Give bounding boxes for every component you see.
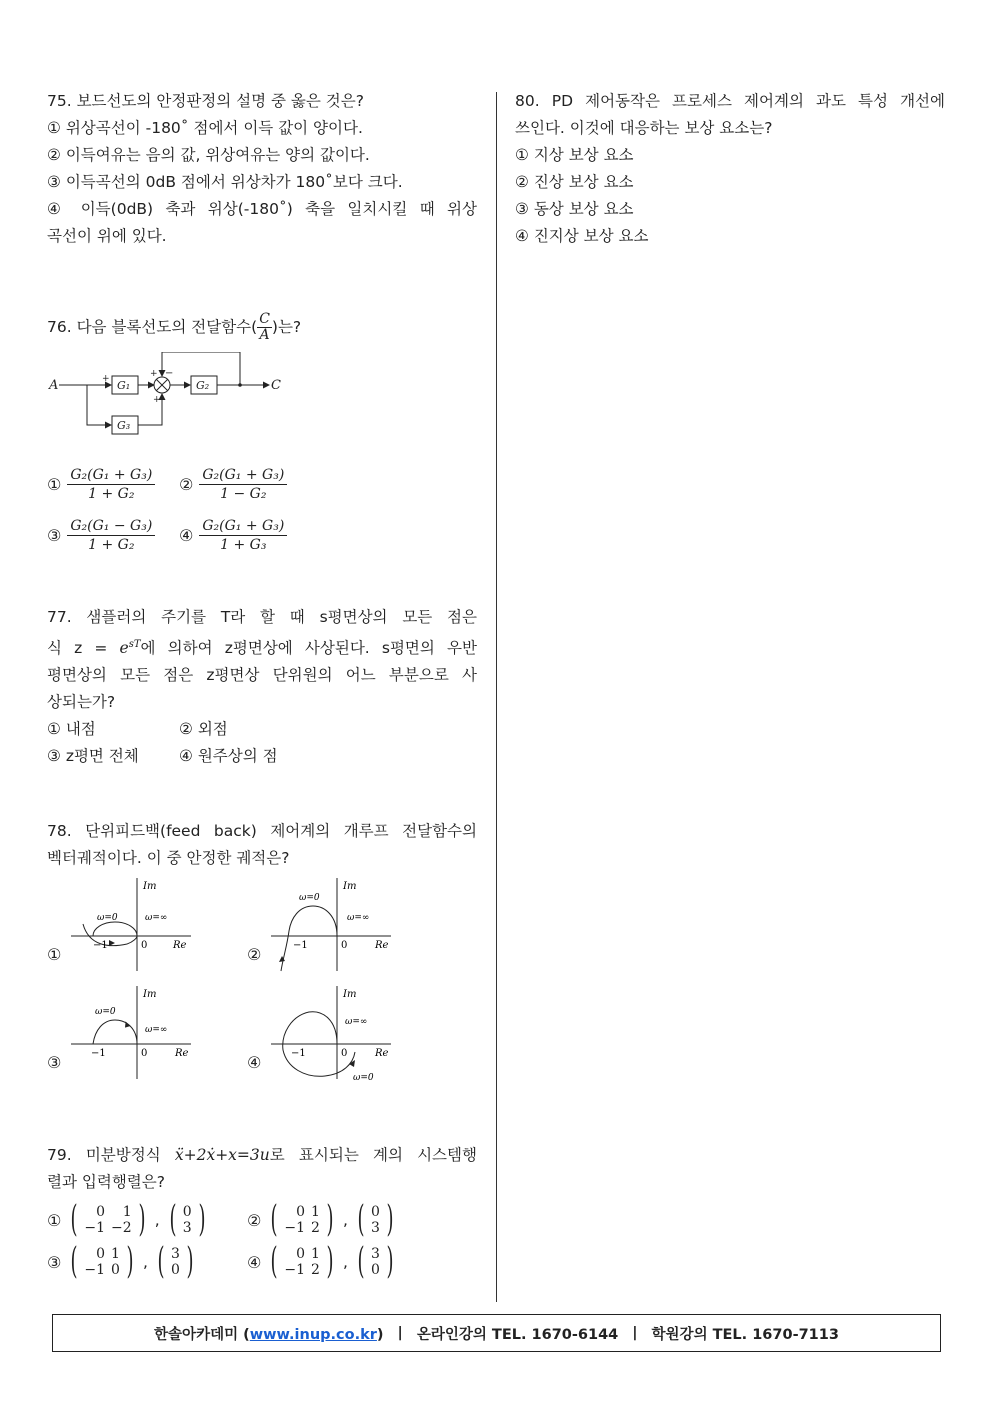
plot2-re-label: Re bbox=[375, 940, 389, 951]
nyquist-plot-3 bbox=[69, 984, 199, 1084]
q77-line-2: 식 $z = e^{sT}$에 의하여 z평면상에 사상된다. s평면의 우반 bbox=[47, 639, 477, 658]
q80-option-3: ③ 동상 보상 요소 bbox=[515, 200, 634, 218]
footer-online-tel: 온라인강의 TEL. 1670-6144 bbox=[416, 1326, 619, 1343]
q76-option-3-denom: 1 + G₂ bbox=[88, 536, 135, 553]
footer-website-link[interactable]: www.inup.co.kr bbox=[249, 1326, 377, 1343]
q79-option-2-matrix-b: ( 0 3 ) bbox=[357, 1199, 394, 1240]
q76-title bbox=[47, 310, 477, 344]
plot4-im-label: Im bbox=[343, 989, 357, 1000]
q79-option-1-matrix-b: ( 0 3 ) bbox=[169, 1199, 206, 1240]
sign-plus-a: + bbox=[102, 374, 110, 384]
q76-option-2-fraction bbox=[199, 466, 287, 503]
plot1-winf: ω=∞ bbox=[145, 913, 168, 923]
q76-option-2-numer: G₂(G₁ + G₃) bbox=[199, 466, 287, 485]
question-80 bbox=[515, 88, 945, 250]
q80-option-4: ④ 진지상 보상 요소 bbox=[515, 227, 649, 245]
q80-line-2: 쓰인다. 이것에 대응하는 보상 요소는? bbox=[515, 119, 773, 137]
q79-option-2-matrix-a: ( 0 1 −1 2 ) bbox=[270, 1199, 334, 1240]
g2-label: G₂ bbox=[196, 379, 210, 392]
q79-option-3-num: ③ bbox=[47, 1252, 62, 1272]
q79-option-4: ④ ( 0 1 −1 2 ) , ( 3 0 ) bbox=[247, 1244, 397, 1280]
plot3-winf: ω=∞ bbox=[145, 1025, 168, 1035]
q79-line-1-pre: 79. 미분방정식 bbox=[47, 1146, 175, 1164]
q76-option-2 bbox=[179, 466, 287, 503]
q76-title-fraction bbox=[257, 312, 272, 343]
plot3-w0: ω=0 bbox=[95, 1007, 116, 1017]
q76-option-4-numer: G₂(G₁ + G₃) bbox=[199, 517, 287, 536]
q79-option-4-num: ④ bbox=[247, 1252, 262, 1272]
q76-options-row-2 bbox=[47, 514, 287, 556]
q76-option-1 bbox=[47, 466, 179, 503]
q76-title-post: )는? bbox=[271, 317, 302, 336]
q79-option-3-matrix-b: ( 3 0 ) bbox=[157, 1241, 194, 1282]
footer-separator-1: | bbox=[397, 1325, 403, 1341]
plot3-minus-one: −1 bbox=[91, 1048, 106, 1059]
plot4-minus-one: −1 bbox=[291, 1048, 306, 1059]
diagram-output-label: C bbox=[271, 378, 281, 393]
plot4-winf: ω=∞ bbox=[345, 1017, 368, 1027]
question-76 bbox=[47, 310, 477, 553]
q77-options-row-2 bbox=[47, 743, 477, 770]
q76-options-row-1 bbox=[47, 463, 287, 505]
q76-option-1-denom: 1 + G₂ bbox=[88, 485, 135, 502]
q76-option-1-fraction bbox=[67, 466, 155, 503]
plot4-re-label: Re bbox=[375, 1048, 389, 1059]
q76-option-4-fraction bbox=[199, 517, 287, 554]
q79-option-1-num: ① bbox=[47, 1210, 62, 1230]
q79-line-1 bbox=[47, 1142, 477, 1169]
q79-option-2-num: ② bbox=[247, 1210, 262, 1230]
q76-option-2-denom: 1 − G₂ bbox=[220, 485, 267, 502]
q79-line-1-post: 로 표시되는 계의 시스템행 bbox=[269, 1146, 477, 1164]
plot2-winf: ω=∞ bbox=[347, 913, 370, 923]
wire-a-g3 bbox=[87, 385, 111, 425]
footer-bar bbox=[52, 1314, 941, 1352]
g1-label: G₁ bbox=[117, 379, 131, 392]
plot4-w0: ω=0 bbox=[353, 1073, 374, 1083]
plot1-zero: 0 bbox=[141, 940, 148, 951]
plot3-zero: 0 bbox=[141, 1048, 148, 1059]
q78-option-1-num: ① bbox=[47, 945, 62, 964]
footer-offline-tel: 학원강의 TEL. 1670-7113 bbox=[651, 1326, 839, 1343]
block-diagram bbox=[47, 352, 287, 452]
q75-option-3: ③ 이득곡선의 0dB 점에서 위상차가 180˚보다 크다. bbox=[47, 173, 403, 191]
q78-option-3-num: ③ bbox=[47, 1053, 62, 1072]
sign-minus-feedback: − bbox=[165, 368, 174, 379]
q77-line-1: 77. 샘플러의 주기를 T라 할 때 s평면상의 모든 점은 bbox=[47, 608, 477, 626]
question-75 bbox=[47, 88, 477, 250]
q80-option-1: ① 지상 보상 요소 bbox=[515, 146, 634, 164]
q76-option-3-numer: G₂(G₁ − G₃) bbox=[67, 517, 155, 536]
q75-title: 75. 보드선도의 안정판정의 설명 중 옳은 것은? bbox=[47, 92, 364, 110]
question-79 bbox=[47, 1142, 477, 1282]
plot4-zero: 0 bbox=[341, 1048, 348, 1059]
q76-option-4-num: ④ bbox=[179, 525, 194, 545]
nyquist-plot-1 bbox=[69, 876, 199, 976]
nyquist-plot-4 bbox=[269, 984, 399, 1084]
q79-option-4-matrix-b: ( 3 0 ) bbox=[357, 1241, 394, 1282]
plot1-im-label: Im bbox=[143, 881, 157, 892]
plot2-zero: 0 bbox=[341, 940, 348, 951]
q77-option-4: ④ 원주상의 점 bbox=[179, 747, 278, 766]
plot3-re-label: Re bbox=[175, 1048, 189, 1059]
q79-option-3-matrix-a: ( 0 1 −1 0 ) bbox=[70, 1241, 134, 1282]
q76-option-4 bbox=[179, 517, 287, 554]
q76-option-3-fraction bbox=[67, 517, 155, 554]
q76-frac-num: C bbox=[259, 310, 270, 327]
g3-label: G₃ bbox=[117, 419, 131, 432]
plot1-minus-one: −1 bbox=[93, 940, 108, 951]
q78-option-4-num: ④ bbox=[247, 1053, 262, 1072]
q80-line-1: 80. PD 제어동작은 프로세스 제어계의 과도 특성 개선에 bbox=[515, 92, 945, 110]
q79-option-1-matrix-a: ( 0 1 −1 −2 ) bbox=[70, 1199, 146, 1240]
q75-option-1: ① 위상곡선이 -180˚ 점에서 이득 값이 양이다. bbox=[47, 119, 363, 137]
q77-options-row-1 bbox=[47, 716, 477, 743]
q79-option-2: ② ( 0 1 −1 2 ) , ( 0 3 ) bbox=[247, 1202, 397, 1238]
q76-option-1-num: ① bbox=[47, 474, 62, 494]
sign-plus-g1: + bbox=[150, 369, 158, 379]
q76-title-pre: 76. 다음 블록선도의 전달함수( bbox=[47, 317, 258, 336]
q76-option-1-numer: G₂(G₁ + G₃) bbox=[67, 466, 155, 485]
diagram-input-label: A bbox=[49, 378, 59, 393]
plot1-re-label: Re bbox=[173, 940, 187, 951]
plot1-w0: ω=0 bbox=[97, 913, 118, 923]
q76-option-2-num: ② bbox=[179, 474, 194, 494]
column-divider bbox=[496, 92, 497, 1302]
q78-line-2: 벡터궤적이다. 이 중 안정한 궤적은? bbox=[47, 849, 290, 867]
q77-option-3: ③ z평면 전체 bbox=[47, 747, 139, 766]
q79-option-4-matrix-a: ( 0 1 −1 2 ) bbox=[270, 1241, 334, 1282]
q78-option-2-num: ② bbox=[247, 945, 262, 964]
plot3-im-label: Im bbox=[143, 989, 157, 1000]
footer-academy: 한솔아카데미 (www.inup.co.kr) bbox=[154, 1326, 384, 1343]
q76-option-4-denom: 1 + G₃ bbox=[220, 536, 267, 553]
q76-option-3-num: ③ bbox=[47, 525, 62, 545]
q75-option-2: ② 이득여유는 음의 값, 위상여유는 양의 값이다. bbox=[47, 146, 370, 164]
q79-option-1: ① ( 0 1 −1 −2 ) , ( 0 3 ) bbox=[47, 1202, 209, 1238]
q76-option-3 bbox=[47, 517, 179, 554]
q75-option-4-cont: 곡선이 위에 있다. bbox=[47, 227, 167, 245]
sign-plus-g3: + bbox=[153, 395, 161, 405]
q77-line-4: 상되는가? bbox=[47, 693, 116, 712]
q80-option-2: ② 진상 보상 요소 bbox=[515, 173, 634, 191]
q79-option-3: ③ ( 0 1 −1 0 ) , ( 3 0 ) bbox=[47, 1244, 197, 1280]
q78-line-1: 78. 단위피드백(feed back) 제어계의 개루프 전달함수의 bbox=[47, 822, 477, 840]
q76-frac-den: A bbox=[259, 326, 270, 343]
q79-line-2: 렬과 입력행렬은? bbox=[47, 1173, 165, 1191]
plot2-minus-one: −1 bbox=[293, 940, 308, 951]
plot2-w0: ω=0 bbox=[299, 893, 320, 903]
nyquist-plot-2 bbox=[269, 876, 399, 976]
footer-separator-2: | bbox=[632, 1325, 638, 1341]
q75-option-4: ④ 이득(0dB) 축과 위상(-180˚) 축을 일치시킬 때 위상 bbox=[47, 200, 477, 218]
question-77 bbox=[47, 604, 477, 770]
q77-option-1: ① 내점 bbox=[47, 720, 96, 739]
q77-line-3: 평면상의 모든 점은 z평면상 단위원의 어느 부분으로 사 bbox=[47, 666, 477, 685]
question-78 bbox=[47, 818, 477, 1083]
q77-option-2: ② 외점 bbox=[179, 720, 228, 739]
q79-equation: ẍ+2ẋ+x=3u bbox=[174, 1146, 270, 1164]
plot2-im-label: Im bbox=[343, 881, 357, 892]
